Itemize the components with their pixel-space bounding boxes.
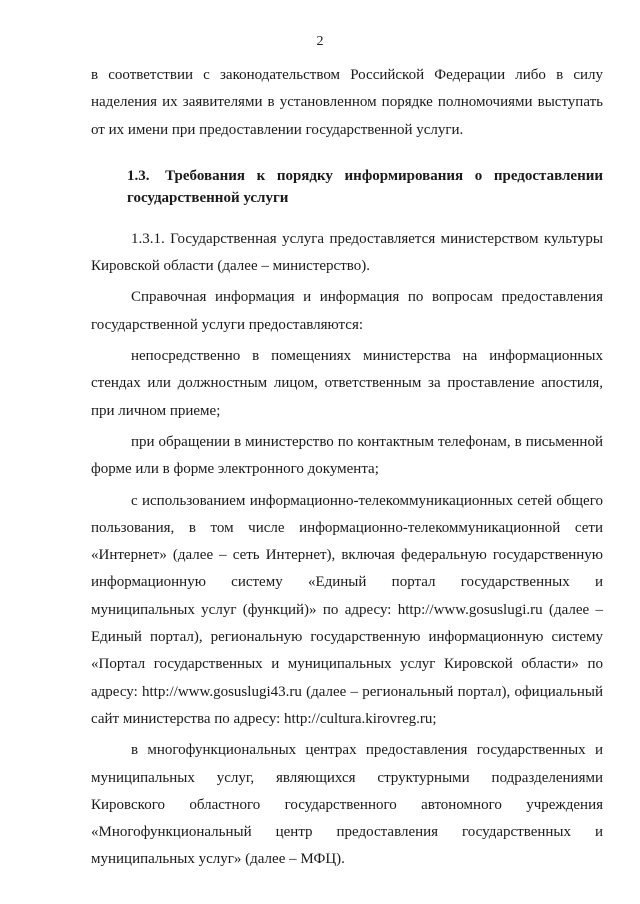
- paragraph-in-person: непосредственно в помещениях министерства на информационных стендах или должностным лицом, ответственным за проставление апостиля, при личном приеме;: [91, 348, 603, 419]
- paragraph-phone: при обращении в министерство по контактным телефонам, в письменной форме или в форме электронного документа;: [91, 433, 603, 478]
- paragraph-reference-info: Справочная информация и информация по вопросам предоставления государственной услуги предоставляются:: [91, 289, 603, 333]
- page-number: 2: [316, 34, 324, 49]
- paragraph-1-3-1: 1.3.1. Государственная услуга предоставляется министерством культуры Кировской области (далее – министерство).: [91, 230, 603, 275]
- section-number: 1.3.: [127, 167, 150, 184]
- paragraph-continuation: в соответствии с законодательством Российской Федерации либо в силу наделения их заявителями в установленном порядке полномочиями выступать от их имени при предоставлении государственной услуги.: [91, 67, 603, 138]
- section-title: Требования к порядку информирования о предоставлении государственной услуги: [127, 167, 603, 206]
- section-heading: [91, 165, 603, 209]
- paragraph-internet: с использованием информационно-телекоммуникационных сетей общего пользования, в том числе информационно-телекоммуникационной сети «Интернет» (далее – сеть Интернет), включая федеральную государственную информационную систему «Единый портал государственных и муниципальных услуг (функций)» по адресу: http://www.gosuslugi.ru (далее – Единый портал), региональную государственную информационную систему «Портал государственных и муниципальных услуг Кировской области» по адресу: http://www.gosuslugi43.ru (далее – региональный портал), официальный сайт министерства по адресу: http://cultura.kirovreg.ru;: [91, 492, 603, 727]
- document-body: [91, 62, 603, 874]
- paragraph-mfc: в многофункциональных центрах предоставления государственных и муниципальных услуг, являющихся структурными подразделениями Кировского областного государственного автономного учреждения «Многофункциональный центр предоставления государственных и муниципальных услуг» (далее – МФЦ).: [91, 742, 603, 868]
